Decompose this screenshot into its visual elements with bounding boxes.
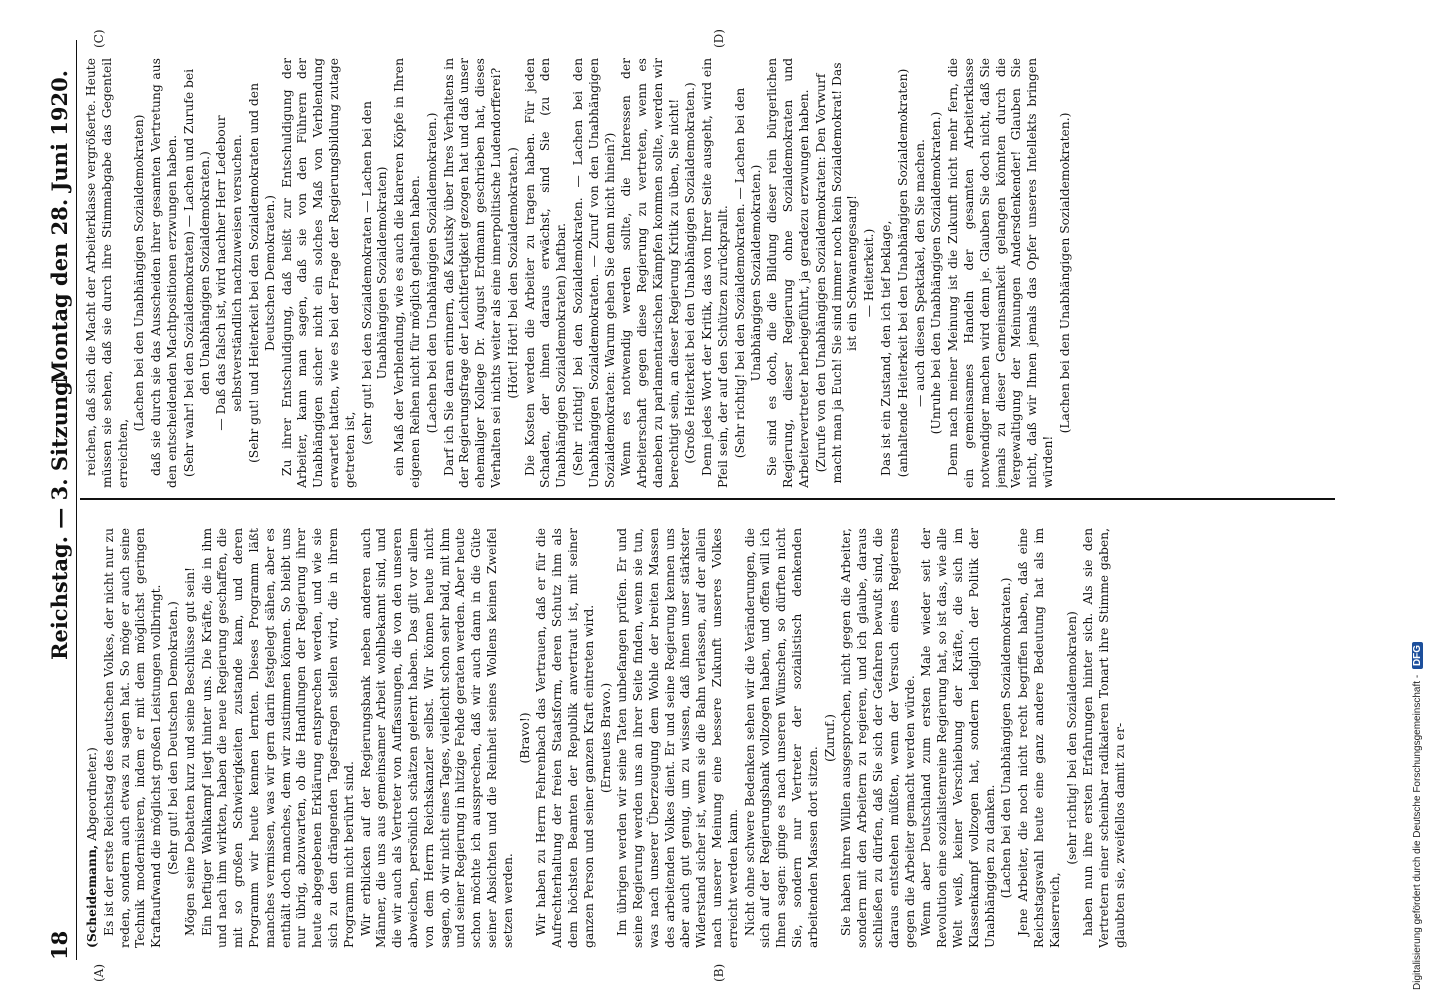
paragraph: Denn nach meiner Meinung ist die Zukunft nicht mehr fern, die ein gemeinsames Handeln der gesamten Arbeiterklasse notwendiger machen wird denn je. Glauben Sie doch nicht, daß Sie jemals zu dieser Gemeinsamkeit gelangen könnten durch die Vergewaltigung der Meinungen Andersdenkender! Glauben Sie nicht, daß wir Ihnen jemals das Opfer unseres Intellekts bringen würden!	[946, 58, 1056, 488]
interjection: (Lachen bei den Unabhängigen Sozialdemokraten.)	[424, 112, 439, 434]
margin-marker-b: (B)	[712, 963, 726, 982]
interjection: — Heiterkeit.)	[862, 228, 877, 318]
paragraph: Denn jedes Wort der Kritik, das von Ihrer Seite ausgeht, wird ein Pfeil sein, der auf den Schützen zurückprallt.	[700, 58, 731, 488]
paragraph: haben nun ihre ersten Erfahrungen hinter sich. Als sie den Vertretern einer scheinbar radikaleren Tonart ihre Stimme gaben, glaubten sie, zweifellos damit zu er-	[1081, 528, 1127, 948]
interjection: (Lachen bei den Unabhängigen Sozialdemokraten.)	[999, 577, 1014, 899]
speaker-role: Abgeordneter.)	[85, 747, 99, 841]
interjection: (Lachen bei den Unabhängigen Sozialdemokraten.)	[1057, 112, 1072, 434]
page-header	[40, 40, 77, 960]
paragraph: Das ist ein Zustand, den ich tief beklage,	[879, 220, 894, 476]
speaker-name: (Scheidemann,	[84, 844, 99, 948]
margin-marker-d: (D)	[712, 29, 726, 48]
left-column-text	[102, 528, 1129, 948]
interjection: (Sehr richtig! bei den Sozialdemokraten. — Lachen bei den Unabhängigen Sozialdemokraten.)	[732, 87, 763, 459]
paragraph: Wir erblicken auf der Regierungsbank neben anderen auch Männer, die uns aus gemeinsamer Arbeit wohlbekannt sind, und die wir auch als Vertreter von Auffassungen, die von den unseren abweichen, persönlich schätzen gelernt haben. Das gilt vor allem von dem Herrn Reichskanzler selbst. Wir können heute nicht sagen, ob wir nicht eines Tages, vielleicht schon sehr bald, mit ihm und seiner Regierung in hitzige Fehde geraten werden. Aber heute schon möchte ich aussprechen, daß wir auch dann in die Güte seiner Absichten und die Reinheit seines Wollens keinen Zweifel setzen werden.	[358, 528, 515, 948]
paragraph: Sie haben ihren Willen ausgesprochen, nicht gegen die Arbeiter, sondern mit den Arbeitern zu regieren, und ich glaube, daraus schließen zu dürfen, daß Sie sich der Gefahren bewußt sind, die daraus entstehen müßten, wenn der Versuch eines Regierens gegen die Arbeiter gemacht werden würde.	[839, 528, 917, 948]
dfg-logo: DFG	[1412, 642, 1423, 669]
margin-marker-a: (A)	[92, 963, 106, 982]
left-column	[84, 528, 1334, 948]
paragraph: reichen, daß sich die Macht der Arbeiterklasse vergrößerte. Heute müssen sie sehen, daß sie durch ihre Stimmabgabe das Gegenteil erreichten,	[84, 58, 130, 488]
footer-credit	[1412, 10, 1423, 990]
paragraph: Jene Arbeiter, die noch nicht recht begriffen haben, daß eine Reichstagswahl heute eine ganz andere Bedeutung hat als im Kaiserreich,	[1016, 528, 1062, 948]
paragraph: Zu ihrer Entschuldigung, daß heißt zur Entschuldigung der Arbeiter, kann man sagen, daß sie von den Führern der Unabhängigen sicher nicht ein solches Maß von Verblendung erwartet hatten, wie es bei der Frage der Regierungsbildung zutage getreten ist,	[279, 58, 357, 488]
interjection: (Sehr wahr! bei den Sozialdemokraten) — Lachen und Zurufe bei den Unabhängigen Sozialdemokraten.)	[181, 68, 212, 478]
paragraph: Im übrigen werden wir seine Taten unbefangen prüfen. Er und seine Regierung werden uns an ihrer Seite finden, wenn sie tun, was nach unserer Überzeugung dem Wohle der breiten Massen des arbeitenden Volkes dient. Er und seine Regierung kennen uns aber auch gut genug, um zu wissen, daß ihnen unser stärkster Widerstand sicher ist, wenn sie die Bahn verlassen, auf der allein nach unserer Meinung eine bessere Zukunft unseres Volkes erreicht werden kann.	[615, 528, 740, 948]
interjection: — Daß das falsch ist, wird nachher Herr Ledebour selbstverständlich nachzuweisen versuchen.	[214, 115, 245, 431]
page-number: 18	[47, 930, 72, 960]
interjection: (Sehr gut! bei den Deutschen Demokraten.)	[165, 601, 180, 875]
interjection: (Lachen bei den Unabhängigen Sozialdemokraten)	[132, 114, 147, 432]
interjection: (Sehr gut! und Heiterkeit bei den Sozialdemokraten und den Deutschen Demokraten.)	[246, 82, 277, 464]
margin-marker-c: (C)	[92, 29, 106, 48]
paragraph: daß sie durch sie das Ausscheiden ihrer gesamten Vertretung aus den entscheidenden Machtpositionen erzwungen haben.	[149, 58, 179, 488]
paragraph: Die Kosten werden die Arbeiter zu tragen haben. Für jeden Schaden, der ihnen daraus erwächst, sind Sie (zu den Unabhängigen Sozialdemokraten) haftbar.	[522, 58, 569, 488]
interjection: (Erneutes Bravo.)	[598, 682, 613, 794]
interjection: (Zuruf.)	[822, 714, 837, 762]
interjection: (Unruhe bei den Unabhängigen Sozialdemokraten.)	[929, 111, 944, 435]
paragraph: Wir haben zu Herrn Fehrenbach das Vertrauen, daß er für die Aufrechterhaltung der freien Staatsform, deren Schutz ihm als dem höchsten Beamten der Republik anvertraut ist, mit seiner ganzen Person und seiner ganzen Kraft eintreten wird.	[534, 528, 596, 948]
footer-text: Digitalisierung gefördert durch die Deutsche Forschungsgemeinschaft -	[1412, 674, 1423, 990]
interjection: (anhaltende Heiterkeit bei den Unabhängigen Sozialdemokraten)	[895, 68, 910, 478]
paragraph: Ein heftiger Wahlkampf liegt hinter uns. Die Kräfte, die in ihm und nach ihm wirkten, haben die neue Regierung geschaffen, die mit so großen Schwierigkeiten zustande kam, und deren Programm wir heute kennen lernten. Dieses Programm läßt manches vermissen, was wir gern darin festgelegt sähen, aber es enthält doch manches, dem wir zustimmen können. So bleibt uns nur übrig, abzuwarten, ob die Handlungen der Regierung ihrer heute abgegebenen Erklärung entsprechen werden, und wie sie sich zu den drängenden Tagesfragen stellen wird, die in ihrem Programm nicht berührt sind.	[199, 528, 356, 948]
column-divider	[80, 499, 1335, 501]
interjection: (Hört! Hört! bei den Sozialdemokraten.)	[505, 147, 520, 399]
paragraph: Sie sind es doch, die die Bildung dieser rein bürgerlichen Regierung, dieser Regierung ohne Sozialdemokraten und Arbeitervertreter herbeigeführt, ja geradezu erzwungen haben.	[765, 58, 812, 488]
paragraph: ein Maß der Verblendung, wie es auch die klareren Köpfe in Ihren eigenen Reihen nicht für möglich gehalten haben.	[392, 58, 422, 488]
paragraph: Es ist der erste Reichstag des deutschen Volkes, der nicht nur zu reden, sondern auch etwas zu sagen hat. So möge er auch seine Technik modernisieren, indem er mit dem möglichst geringen Kraftaufwand die möglichst großen Leistungen vollbringt.	[101, 528, 164, 948]
paragraph: Nicht ohne schwere Bedenken sehen wir die Veränderungen, die sich auf der Regierungsbank vollzogen haben, und offen will ich Ihnen sagen: ginge es nach unseren Wünschen, so dürften nicht Sie, sondern nur Vertreter der sozialistisch denkenden arbeitenden Massen dort sitzen.	[742, 528, 820, 948]
right-column-text	[84, 58, 1074, 488]
right-column	[84, 58, 1334, 488]
interjection: (Zurufe von den Unabhängigen Sozialdemokraten: Den Vorwurf macht man ja Euch! Sie sind immer noch kein Sozialdemokrat! Das ist ein Schwanengesang!	[813, 62, 860, 484]
paragraph: Wenn es notwendig werden sollte, die Interessen der Arbeiterschaft gegen diese Regierung zu vertreten, wenn es daneben zu parlamentarischen Kämpfen kommen sollte, werden wir berechtigt sein, an dieser Regierung Kritik zu üben, Sie nicht!	[619, 58, 681, 488]
paragraph: Wenn aber Deutschland zum ersten Male wieder seit der Revolution eine sozialistenreine Regierung hat, so ist das, wie alle Welt weiß, keiner Verschiebung der Kräfte, die sich im Klassenkampf vollzogen hat, sondern lediglich der Politik der Unabhängigen zu danken.	[919, 528, 997, 948]
paragraph: Mögen seine Debatten kurz und seine Beschlüsse gut sein!	[182, 567, 197, 936]
interjection: — auch diesen Spektakel, den Sie machen.	[912, 139, 927, 407]
interjection: (Bravo!)	[517, 712, 532, 764]
header-right-title: Montag den 28. Juni 1920.	[47, 70, 72, 384]
interjection: (Sehr richtig! bei den Sozialdemokraten. — Lachen bei den Unabhängigen Sozialdemokraten. — Zuruf von den Unabhängigen Sozialdemokraten: Warum gehen Sie denn nicht hinein?)	[570, 58, 617, 488]
header-left-title: Reichstag. — 3. Sitzung.	[47, 373, 72, 660]
interjection: (sehr richtig! bei den Sozialdemokraten)	[1064, 611, 1079, 865]
interjection: (sehr gut! bei den Sozialdemokraten — Lachen bei den Unabhängigen Sozialdemokraten)	[359, 101, 390, 445]
paragraph: Darf ich Sie daran erinnern, daß Kautsky über Ihres Verhaltens in der Regierungsfrage der Leichtfertigkeit gezogen hat und daß unser ehemaliger Kollege Dr. August Erdmann geschrieben hat, dieses Verhalten sei nichts weiter als eine innerpolitische Ludendorfferei?	[441, 58, 503, 488]
interjection: (Große Heiterkeit bei den Unabhängigen Sozialdemokraten.)	[683, 82, 698, 464]
